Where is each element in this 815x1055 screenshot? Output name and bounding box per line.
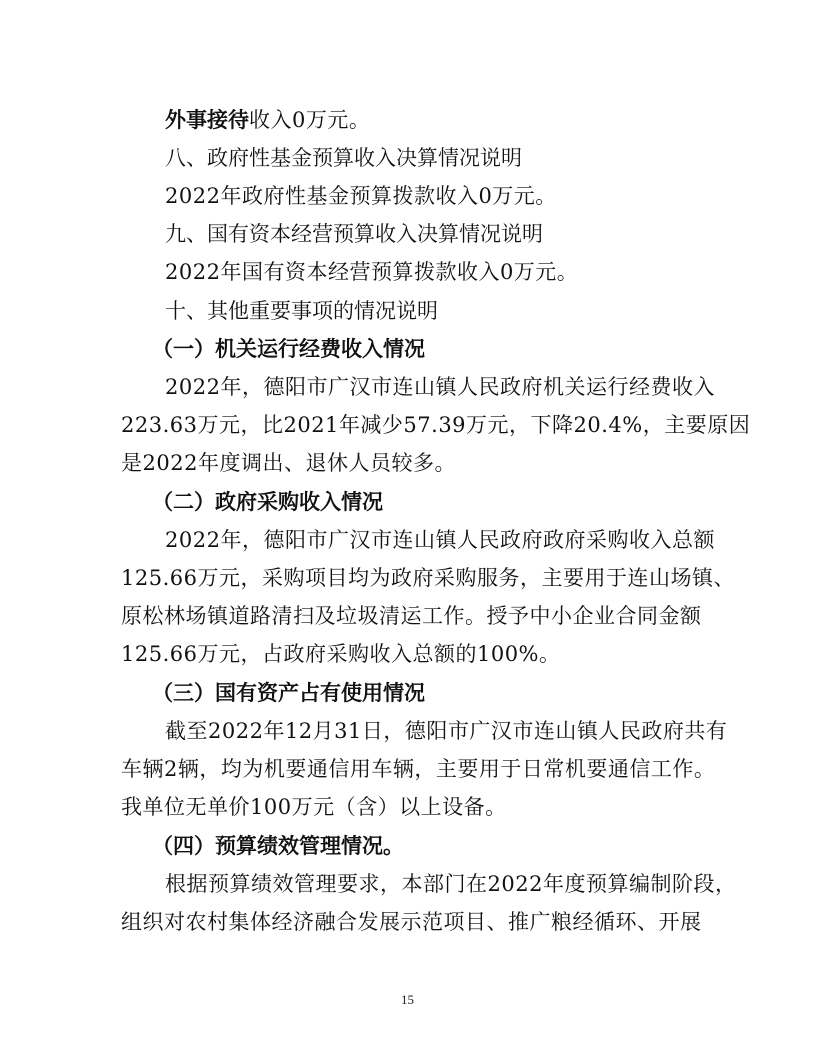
bold-term: 外事接待	[165, 108, 249, 132]
section-heading-9: 九、国有资本经营预算收入决算情况说明	[165, 222, 543, 246]
paragraph-line: 2022年，德阳市广汉市连山镇人民政府机关运行经费收入	[165, 375, 715, 399]
paragraph-line: 是2022年度调出、退休人员较多。	[121, 451, 456, 475]
section-heading-8: 八、政府性基金预算收入决算情况说明	[165, 146, 522, 170]
paragraph-line: 车辆2辆，均为机要通信用车辆，主要用于日常机要通信工作。	[121, 757, 716, 781]
paragraph-line: 2022年国有资本经营预算拨款收入0万元。	[165, 260, 579, 284]
paragraph-line: 根据预算绩效管理要求，本部门在2022年度预算编制阶段，	[165, 872, 737, 896]
paragraph-line: 2022年政府性基金预算拨款收入0万元。	[165, 184, 557, 208]
subsection-heading-4: （四）预算绩效管理情况。	[152, 834, 404, 858]
paragraph-line	[165, 105, 370, 135]
paragraph-line: 2022年，德阳市广汉市连山镇人民政府政府采购收入总额	[165, 528, 715, 552]
subsection-heading-2: （二）政府采购收入情况	[152, 490, 383, 514]
page-number: 15	[401, 992, 414, 1007]
subsection-heading-3: （三）国有资产占有使用情况	[152, 681, 425, 705]
paragraph-line: 组织对农村集体经济融合发展示范项目、推广粮经循环、开展	[121, 910, 702, 934]
paragraph-line: 125.66万元，采购项目均为政府采购服务，主要用于连山场镇、	[121, 566, 735, 590]
section-heading-10: 十、其他重要事项的情况说明	[165, 299, 438, 323]
paragraph-line: 223.63万元，比2021年减少57.39万元，下降20.4%，主要原因	[121, 413, 751, 437]
subsection-heading-1: （一）机关运行经费收入情况	[152, 337, 425, 361]
paragraph-line: 原松林场镇道路清扫及垃圾清运工作。授予中小企业合同金额	[121, 604, 702, 628]
paragraph-line: 截至2022年12月31日，德阳市广汉市连山镇人民政府共有	[165, 719, 728, 743]
paragraph-line: 125.66万元，占政府采购收入总额的100%。	[121, 642, 561, 666]
paragraph-line: 我单位无单价100万元（含）以上设备。	[121, 795, 507, 819]
paragraph-text: 收入0万元。	[249, 108, 371, 132]
